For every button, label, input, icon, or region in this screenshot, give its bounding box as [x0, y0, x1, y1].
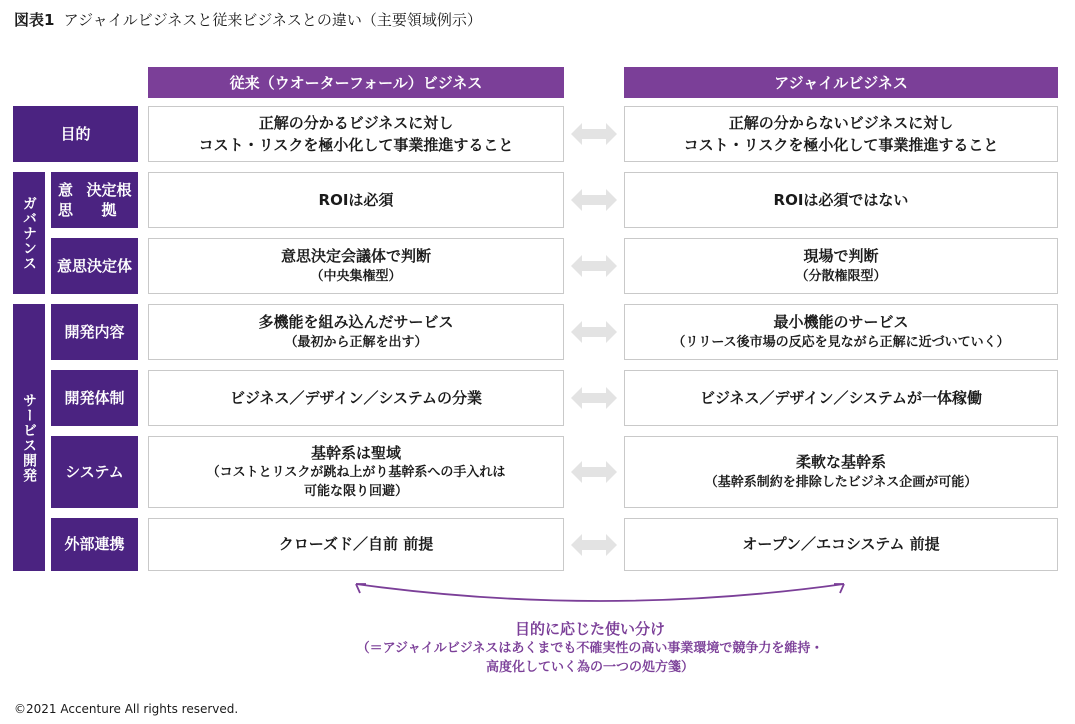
copyright-notice: ©2021 Accenture All rights reserved. — [14, 702, 239, 716]
traditional-cell-sub-text: （コストとリスクが跳ね上がり基幹系への手入れは — [206, 465, 506, 481]
row-label-text: 意思 — [56, 256, 87, 275]
traditional-cell-sub-text: （中央集権型） — [310, 268, 402, 284]
traditional-cell-system — [148, 436, 564, 508]
agile-cell-decision-basis — [624, 172, 1058, 228]
row-label-text: 開発内容 — [64, 322, 125, 341]
row-label-text: 決定根拠 — [86, 180, 132, 219]
agile-cell-main-text: コスト・リスクを極小化して事業推進すること — [683, 136, 999, 154]
row-label-decision-body — [51, 238, 138, 294]
agile-cell-main-text: オープン／エコシステム 前提 — [742, 535, 940, 554]
group-label-governance-text: ガバナンス — [21, 195, 37, 271]
note-sub-line1: （＝アジャイルビジネスはあくまでも不確実性の高い事業環境で競争力を維持・ — [356, 641, 824, 656]
traditional-cell-main-text: ROIは必須 — [318, 190, 394, 209]
group-label-governance — [13, 172, 45, 294]
double-arrow-icon — [571, 321, 617, 343]
traditional-cell-external-collab — [148, 518, 564, 571]
agile-cell-dev-structure — [624, 370, 1058, 426]
row-label-text: システム — [65, 462, 124, 481]
traditional-cell-main-text: ビジネス／デザイン／システムの分業 — [229, 388, 482, 407]
agile-cell-system — [624, 436, 1058, 508]
agile-cell-main-text: ROIは必須ではない — [773, 190, 909, 209]
double-arrow-icon — [571, 534, 617, 556]
agile-cell-main-text: 柔軟な基幹系 — [795, 453, 886, 472]
row-label-external-collab — [51, 518, 138, 571]
note-sub-line2: 高度化していく為の一つの処方箋） — [485, 659, 694, 675]
curved-double-arrow — [340, 578, 860, 610]
row-label-text: 意思 — [57, 180, 73, 219]
agile-cell-main-text: 最小機能のサービス — [773, 313, 909, 332]
traditional-cell-main-text: クローズド／自前 前提 — [278, 535, 434, 554]
traditional-cell-decision-basis — [148, 172, 564, 228]
traditional-cell-main-text: 意思決定会議体で判断 — [280, 247, 431, 266]
column-header-traditional-label: 従来（ウオーターフォール）ビジネス — [229, 74, 483, 92]
traditional-cell-main-text: 正解の分かるビジネスに対し — [258, 113, 454, 132]
traditional-cell-main-text: コスト・リスクを極小化して事業推進すること — [198, 136, 514, 154]
row-label-text: 決定体 — [87, 256, 133, 275]
double-arrow-icon — [571, 123, 617, 145]
figure-title-text: アジャイルビジネスと従来ビジネスとの違い（主要領域例示） — [63, 11, 482, 29]
group-label-service-dev-text: サービス開発 — [21, 392, 37, 483]
traditional-cell-purpose — [148, 106, 564, 162]
column-header-traditional — [148, 67, 564, 98]
double-arrow-icon — [571, 255, 617, 277]
agile-cell-external-collab — [624, 518, 1058, 571]
traditional-cell-dev-content — [148, 304, 564, 360]
traditional-cell-decision-body — [148, 238, 564, 294]
traditional-cell-main-text: 基幹系は聖域 — [310, 443, 401, 462]
column-header-agile-label: アジャイルビジネス — [774, 74, 908, 92]
agile-cell-sub-text: （分散権限型） — [795, 268, 887, 284]
agile-cell-main-text: 現場で判断 — [803, 247, 879, 266]
double-arrow-icon — [571, 387, 617, 409]
agile-cell-sub-text: （リリース後市場の反応を見ながら正解に近づいていく） — [672, 334, 1010, 350]
double-arrow-icon — [571, 189, 617, 211]
row-label-text: 開発体制 — [64, 388, 125, 407]
figure-title — [14, 9, 482, 30]
traditional-cell-sub-text: （最初から正解を出す） — [284, 334, 428, 350]
row-label-system — [51, 436, 138, 508]
agile-cell-decision-body — [624, 238, 1058, 294]
traditional-cell-dev-structure — [148, 370, 564, 426]
agile-cell-sub-text: （基幹系制約を排除したビジネス企画が可能） — [704, 474, 978, 490]
note-main: 目的に応じた使い分け — [514, 620, 665, 638]
agile-cell-purpose — [624, 106, 1058, 162]
traditional-cell-sub-text: 可能な限り回避） — [303, 484, 408, 500]
agile-cell-main-text: ビジネス／デザイン／システムが一体稼働 — [699, 388, 982, 407]
row-label-text: 目的 — [60, 124, 91, 143]
figure-number: 図表1 — [14, 11, 55, 29]
row-label-text: 外部連携 — [64, 535, 125, 554]
agile-cell-main-text: 正解の分からないビジネスに対し — [728, 113, 954, 132]
note-sub — [240, 640, 940, 678]
double-arrow-icon — [571, 461, 617, 483]
group-label-service-dev — [13, 304, 45, 571]
row-label-purpose — [13, 106, 138, 162]
row-label-decision-basis — [51, 172, 138, 228]
row-label-dev-structure — [51, 370, 138, 426]
traditional-cell-main-text: 多機能を組み込んだサービス — [258, 313, 454, 332]
column-header-agile — [624, 67, 1058, 98]
agile-cell-dev-content — [624, 304, 1058, 360]
row-label-dev-content — [51, 304, 138, 360]
